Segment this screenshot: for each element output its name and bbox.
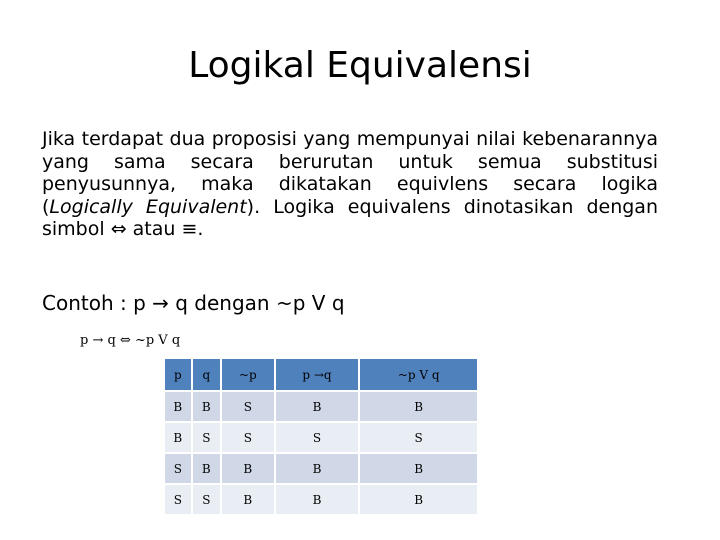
- header-p-implies-q: p →q: [275, 359, 360, 391]
- header-p: p: [165, 359, 192, 391]
- definition-text-2: ). Logika equivalens dinotasikan dengan simbol ⇔ atau ≡.: [42, 195, 658, 240]
- table-cell: B: [221, 453, 275, 484]
- table-cell: B: [359, 484, 478, 515]
- table-cell: B: [192, 453, 221, 484]
- truth-table: [165, 359, 479, 516]
- table-cell: B: [221, 484, 275, 515]
- example-line: Contoh : p → q dengan ~p V q: [42, 291, 345, 315]
- table-row: [165, 422, 478, 453]
- table-cell: B: [165, 391, 192, 422]
- table-cell: B: [275, 391, 360, 422]
- definition-text-1: Jika terdapat dua proposisi yang mempunyai nilai kebenarannya yang sama secara berurutan untuk semua substitusi penyusunnya, maka dikatakan equivlens secara logika (: [42, 128, 658, 218]
- header-not-p-or-q: ~p V q: [359, 359, 478, 391]
- table-cell: B: [359, 453, 478, 484]
- table-cell: S: [192, 484, 221, 515]
- table-cell: S: [275, 422, 360, 453]
- table-cell: B: [275, 484, 360, 515]
- table-cell: B: [359, 391, 478, 422]
- table-cell: B: [165, 422, 192, 453]
- table-cell: B: [192, 391, 221, 422]
- definition-paragraph: [42, 128, 658, 241]
- definition-italic-term: Logically Equivalent: [49, 195, 247, 218]
- table-row: [165, 391, 478, 422]
- table-cell: S: [221, 391, 275, 422]
- table-cell: S: [221, 422, 275, 453]
- table-cell: S: [359, 422, 478, 453]
- header-q: q: [192, 359, 221, 391]
- table-cell: S: [165, 484, 192, 515]
- truth-table-header-row: [165, 359, 478, 391]
- table-cell: S: [192, 422, 221, 453]
- header-not-p: ~p: [221, 359, 275, 391]
- table-cell: S: [165, 453, 192, 484]
- table-row: [165, 453, 478, 484]
- table-cell: B: [275, 453, 360, 484]
- slide-title: Logikal Equivalensi: [188, 45, 532, 86]
- table-row: [165, 484, 478, 515]
- equivalence-formula: p → q ⇔ ~p V q: [80, 333, 181, 348]
